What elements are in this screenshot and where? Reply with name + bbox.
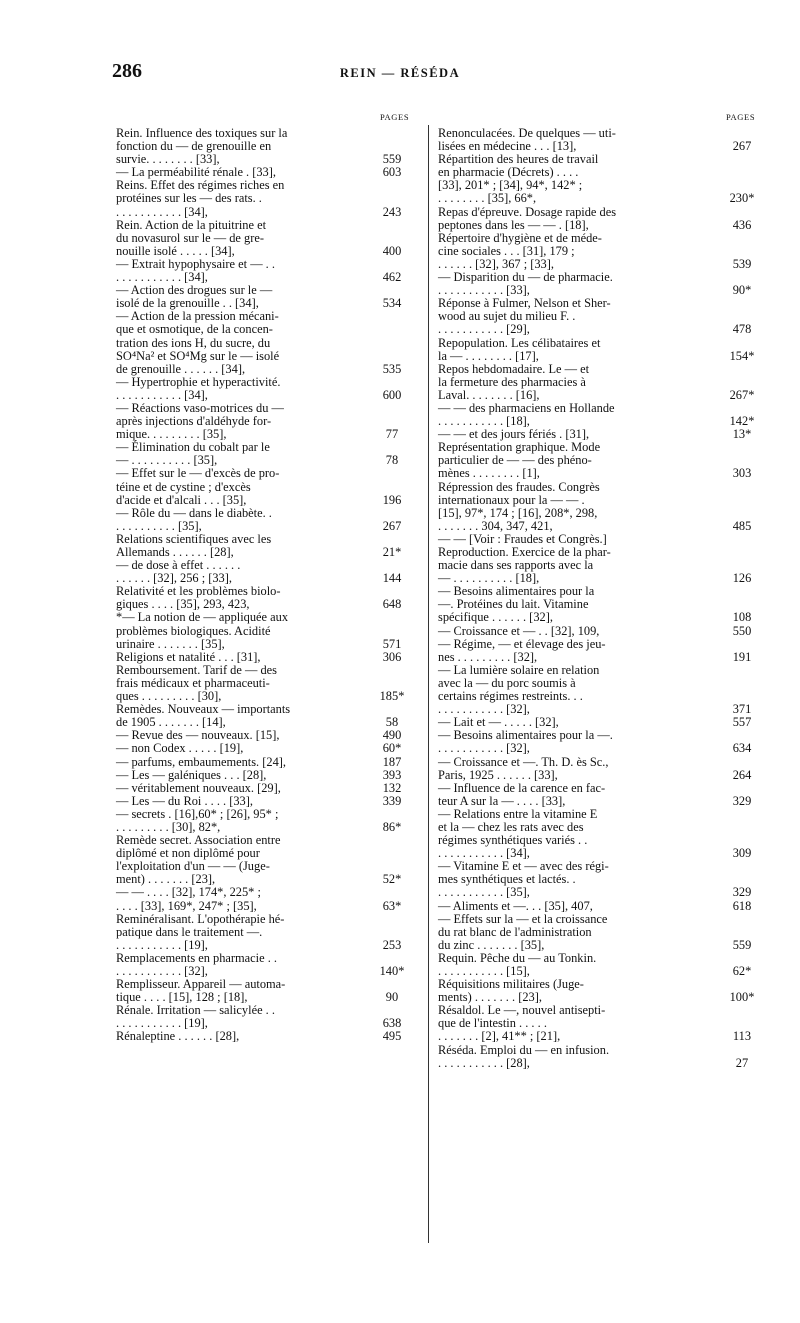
entry-page-number: 132 [382,780,402,795]
entry-text: — — des pharmaciens en Hollande . . . . . . . . . . . [18], [438,400,615,429]
pages-column-label: PAGES [380,112,410,122]
entry-text: — Régime, — et élevage des jeu- nes . . . . . . . . . [32], [438,636,606,664]
entry-text: — Besoins alimentaires pour la —. Protéines du lait. Vitamine spécifique . . . . . . [32], [438,584,595,625]
entry-page-number: 187 [382,754,402,769]
entry-text: Repas d'épreuve. Dosage rapide des peptones dans les — — . [18], [438,204,617,232]
index-entry [438,913,768,952]
index-entry [116,284,416,310]
entry-page-number: 77 [385,427,399,442]
index-entry [438,625,768,638]
entry-text: Religions et natalité . . . [31], [116,649,261,664]
entry-text: Requin. Pêche du — au Tonkin. . . . . . . . . . . . [15], [438,950,597,978]
entry-text: Remplisseur. Appareil — automa- tique . . . . [15], 128 ; [18], [116,977,286,1005]
entry-page-number: 86* [382,819,402,834]
entry-text: — — et des jours fériés . [31], [438,427,590,442]
index-entry [116,952,416,978]
entry-text: — Relations entre la vitamine E et la — chez les rats avec des régimes synthétiques variés . . . . . . . . . . . . . [34], [438,806,598,861]
pages-column-label: PAGES [726,112,756,122]
entry-text: — Influence de la carence en fac- teur A sur la — . . . . [33], [438,780,606,808]
entry-page-number: 400 [382,243,402,258]
entry-text: — Croissance et —. Th. D. ès Sc., Paris, 1925 . . . . . . [33], [438,754,609,782]
entry-page-number: 490 [382,728,402,743]
entry-text: — Les — du Roi . . . . [33], [116,793,253,808]
page-header [0,60,800,90]
entry-text: — Aliments et —. . . [35], 407, [438,898,593,913]
entry-page-number: 62* [732,964,752,978]
entry-text: — Effet sur le — d'excès de pro- téine et de cystine ; d'excès d'acide et d'alcali . . . [35], [116,466,280,507]
entry-text: Repos hebdomadaire. Le — et la fermeture des pharmacies à Laval. . . . . . . . [16], [438,361,590,402]
entry-text: Résaldol. Le —, nouvel antisepti- que de l'intestin . . . . . . . . . . . . [2], 41** ; [21], [438,1003,606,1044]
index-entries-left [116,127,416,1044]
entry-page-number: 267 [732,139,752,154]
entry-text: Reminéralisant. L'opothérapie hé- patique dans le traitement —. . . . . . . . . . . . [19], [116,911,285,952]
entry-page-number: 571 [382,636,402,651]
index-entry [116,507,416,533]
entry-text: Répertoire d'hygiène et de méde- cine sociales . . . [31], 179 ; . . . . . . [32], 367 ; [33], [438,230,602,271]
entry-text: — Réactions vaso-motrices du — après injections d'aldéhyde for- mique. . . . . . . . . [35], [116,400,284,442]
index-entry [116,376,416,402]
entry-text: — Action de la pression mécani- que et osmotique, de la concen- tration des ions H, du sucre, du SO⁴Na² et SO⁴Mg sur le — isolé de grenouille . . . . . . [34], [116,309,280,376]
entry-text: — Rôle du — dans le diabète. . . . . . . . . . . . [35], [116,505,272,533]
entry-page-number: 185* [379,689,405,704]
entry-text: Remèdes. Nouveaux — importants de 1905 . . . . . . . [14], [116,702,291,730]
index-entry [438,271,768,297]
entry-page-number: 267 [382,518,402,533]
index-entry [116,467,416,506]
entry-page-number: 58 [385,715,399,730]
entry-text: Représentation graphique. Mode particulier de — — des phéno- mènes . . . . . . . . [1], [438,440,601,481]
entry-page-number: 478 [732,322,752,337]
entry-page-number: 21* [382,545,402,559]
entry-page-number: 267* [729,387,755,402]
index-entry [116,742,416,755]
index-entry [116,1004,416,1030]
index-entry [116,179,416,218]
entry-page-number: 393 [382,767,402,782]
index-entry [116,756,416,769]
index-entry [116,703,416,729]
entry-page-number: 63* [382,898,402,913]
entry-page-number: 534 [382,296,402,311]
entry-text: — Hypertrophie et hyperactivité. . . . . . . . . . . . [34], [116,374,281,402]
entry-text: — Les — galéniques . . . [28], [116,767,267,782]
entry-page-number: 306 [382,649,402,664]
index-entry [438,127,768,153]
entry-text: Reins. Effet des régimes riches en protéines sur les — des rats. . . . . . . . . . . . . [34], [116,178,285,219]
entry-text: Réséda. Emploi du — en infusion. . . . . . . . . . . . [28], [438,1042,610,1070]
entry-text: Réponse à Fulmer, Nelson et Sher- wood au sujet du milieu F. . . . . . . . . . . . . [29], [438,296,611,337]
entry-text: Remboursement. Tarif de — des frais médicaux et pharmaceuti- ques . . . . . . . . . [30], [116,662,277,704]
entry-page-number: 126 [732,571,752,586]
entry-page-number: 462 [382,270,402,285]
entry-page-number: 154* [729,348,755,363]
entry-page-number: 144 [382,571,402,586]
index-entry [438,952,768,978]
entry-text: — Croissance et — . . [32], 109, [438,623,600,638]
entry-page-number: 495 [382,1029,402,1044]
index-entry [438,729,768,755]
entry-text: — parfums, embaumements. [24], [116,754,286,769]
entry-page-number: 78 [385,453,399,468]
entry-text: — Lait et — . . . . . [32], [438,715,559,730]
entry-page-number: 638 [382,1016,402,1031]
entry-text: Relations scientifiques avec les Allemands . . . . . . [28], [116,531,272,559]
index-entry [438,153,768,205]
index-entry [116,1030,416,1043]
entry-page-number: 52* [382,872,402,887]
index-entry [438,978,768,1004]
entry-page-number: 436 [732,217,752,232]
index-entry [116,258,416,284]
index-entry [438,206,768,232]
index-entry [438,546,768,585]
entry-page-number: 618 [732,898,752,913]
entry-page-number: 108 [732,610,752,625]
index-entry [438,782,768,808]
entry-text: Repopulation. Les célibataires et la — . . . . . . . . [17], [438,335,601,363]
index-entry [116,585,416,611]
entry-page-number: 600 [382,387,402,402]
entry-page-number: 339 [382,793,402,808]
index-entry [116,664,416,703]
entry-text: Reproduction. Exercice de la phar- macie dans ses rapports avec la — . . . . . . . . . . [18], [438,545,611,586]
entry-text: — Disparition du — de pharmacie. . . . . . . . . . . . [33], [438,270,613,298]
index-entry [438,232,768,271]
entry-page-number: 90 [385,990,399,1005]
entry-text: — — . . . . [32], 174*, 225* ; . . . . [33], 169*, 247* ; [35], [116,885,261,913]
index-entry [116,978,416,1004]
entry-text: Renonculacées. De quelques — uti- lisées en médecine . . . [13], [438,126,616,154]
entry-page-number: 230* [729,191,755,206]
index-entry [116,782,416,795]
entry-page-number: 100* [729,990,755,1005]
index-entry [116,533,416,559]
entry-page-number: 60* [382,741,402,756]
entry-text: Rénaleptine . . . . . . [28], [116,1029,240,1044]
entry-page-number: 90* [732,283,752,298]
index-entry [116,441,416,467]
index-entry [116,127,416,166]
index-entry [116,795,416,808]
entry-page-number: 539 [732,256,752,271]
entry-page-number: 559 [382,152,402,167]
index-entry [438,638,768,664]
index-entry [438,1004,768,1043]
entry-text: — de dose à effet . . . . . . . . . . . . [32], 256 ; [33], [116,558,241,586]
entry-page-number: 191 [732,649,752,664]
entry-page-number: 253 [382,937,402,952]
index-entry [116,834,416,886]
entry-page-number: 371 [732,702,752,717]
entry-text: — La lumière solaire en relation avec la — du porc soumis à certains régimes restreints. . . . . . . . . . . . . . [32], [438,662,600,717]
index-entry [438,363,768,402]
index-entry [438,1044,768,1070]
column-divider [428,125,429,1243]
entry-text: Remède secret. Association entre diplômé et non diplômé pour l'exploitation d'un — — (Juge- ment) . . . . . . . [23], [116,833,281,887]
index-entries-right [438,127,768,1070]
index-entry [438,756,768,782]
entry-page-number: 13* [732,427,752,442]
entry-page-number: 27 [735,1055,749,1070]
index-entry [116,402,416,441]
entry-page-number: 557 [732,715,752,730]
index-entry [438,900,768,913]
entry-text: *— La notion de — appliquée aux problèmes biologiques. Acidité urinaire . . . . . . . [35], [116,610,289,651]
entry-text: — Action des drogues sur le — isolé de la grenouille . . [34], [116,283,273,311]
entry-page-number: 648 [382,597,402,612]
index-entry [116,219,416,258]
index-entry [116,808,416,834]
index-entry [438,402,768,428]
entry-text: — La perméabilité rénale . [33], [116,165,276,180]
entry-page-number: 140* [379,964,405,978]
index-entry [116,913,416,952]
entry-text: — — [Voir : Fraudes et Congrès.] [438,531,607,546]
entry-text: — Élimination du cobalt par le — . . . . . . . . . . [35], [116,440,270,468]
entry-text: Remplacements en pharmacie . . . . . . . . . . . . . [32], [116,950,278,978]
index-entry [438,664,768,716]
running-title: REIN — RÉSÉDA [339,66,461,80]
entry-page-number: 243 [382,204,402,219]
entry-page-number: 303 [732,466,752,481]
entry-text: — véritablement nouveaux. [29], [116,780,281,795]
entry-text: Répression des fraudes. Congrès internationaux pour la — — . [15], 97*, 174 ; [16], 208*, 298, . . . . . . . 304, 347, 421, [438,479,600,533]
index-entry [116,310,416,375]
index-entry [438,441,768,480]
entry-page-number: 309 [732,846,752,861]
page-number: 286 [112,60,142,82]
index-entry [438,860,768,899]
entry-page-number: 535 [382,361,402,376]
index-entry [438,481,768,533]
index-entry [116,611,416,650]
entry-page-number: 550 [732,623,752,638]
entry-page-number: 603 [382,165,402,180]
index-entry [116,559,416,585]
entry-page-number: 264 [732,767,752,782]
entry-text: — Vitamine E et — avec des régi- mes synthétiques et lactés. . . . . . . . . . . . . [35], [438,859,609,900]
index-entry [116,769,416,782]
index-entry [438,808,768,860]
entry-page-number: 196 [382,492,402,507]
entry-text: Rein. Influence des toxiques sur la fonction du — de grenouille en survie. . . . . . . . [33], [116,126,288,167]
entry-text: Rénale. Irritation — salicylée . . . . . . . . . . . . . [19], [116,1003,275,1031]
entry-page-number: 329 [732,885,752,900]
entry-text: — Revue des — nouveaux. [15], [116,728,280,743]
entry-text: Rein. Action de la pituitrine et du novasurol sur le — de gre- nouille isolé . . . . . [34], [116,217,267,258]
entry-page-number: 329 [732,793,752,808]
index-entry [116,886,416,912]
entry-text: Réquisitions militaires (Juge- ments) . . . . . . . [23], [438,977,584,1005]
entry-page-number: 634 [732,741,752,756]
entry-text: — Extrait hypophysaire et — . . . . . . . . . . . . . [34], [116,256,275,285]
entry-page-number: 559 [732,937,752,952]
entry-page-number: 113 [732,1029,752,1044]
entry-text: Répartition des heures de travail en pharmacie (Décrets) . . . . [33], 201* ; [34], 94*, 142* ; . . . . . . . . [35], 66*, [438,152,599,206]
entry-text: — secrets . [16],60* ; [26], 95* ; . . . . . . . . . [30], 82*, [116,806,279,834]
entry-text: Relativité et les problèmes biolo- giques . . . . [35], 293, 423, [116,584,281,612]
entry-text: — non Codex . . . . . [19], [116,741,244,756]
entry-text: — Effets sur la — et la croissance du rat blanc de l'administration du zinc . . . . . . . [35], [438,911,608,952]
index-entry [116,651,416,664]
entry-page-number: 142* [729,414,755,429]
index-entry [438,337,768,363]
entry-page-number: 485 [732,518,752,533]
index-entry [438,585,768,624]
entry-text: — Besoins alimentaires pour la —. . . . . . . . . . . . [32], [438,728,613,756]
index-entry [438,297,768,336]
